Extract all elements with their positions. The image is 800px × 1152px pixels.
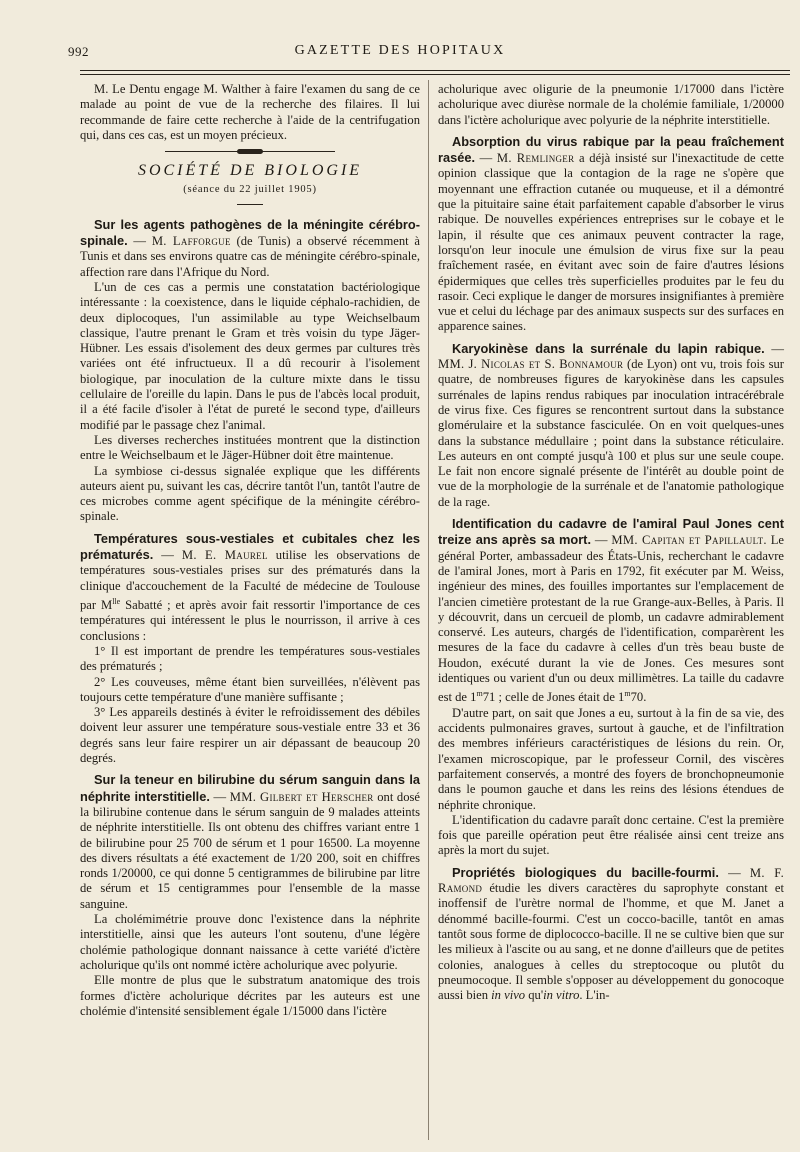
- paragraph: Elle montre de plus que le substratum anatomique des trois formes d'ictère acholurique décrites par les auteurs est une cholémie d'intensité sensiblement égale 1/15000 dans l'ictère: [80, 973, 420, 1018]
- article-author: MM. J. Nicolas et S. Bonnamour: [438, 357, 624, 372]
- article-rage-peau: Absorption du virus rabique par la peau fraîchement rasée. — M. Remlinger a déjà insisté sur l'inexactitude de cette opinion classique que la contagion de la rage ne s'opère que moyennant une effraction cutanée ou muqueuse, et il a démontré que la pituitaire saine était parfaitement capable d'absorber le virus rabique. De nouvelles expériences entreprises sur le cobaye et le lapin, il résulte que ces animaux peuvent contracter la rage, lorsqu'on leur inocule une émulsion de virus fixe sur la peau fraîchement rasée, en évitant avec soin de faire d'autres lésions épidermiques que celles très superficielles produites par le feu du rasoir. Ceci explique le danger de morsures insignifiantes à première vue et celui du léchage par des animaux suspects sur des surfaces en apparence saines.: [438, 133, 785, 334]
- article-author: MM. Capitan et Papillault.: [611, 533, 767, 548]
- left-column: [80, 82, 420, 1019]
- session-date: (séance du 22 juillet 1905): [183, 184, 317, 196]
- right-column: [438, 82, 784, 1003]
- running-title: GAZETTE DES HOPITAUX: [294, 43, 506, 58]
- article-author: M. E. Maurel: [181, 548, 268, 563]
- article-text: étudie les divers caractères du saprophyte constant et inoffensif de l'urètre normal de l'homme, et que M. Janet a dénommé bacille-fourmi. C'est un cocco-bacille, tantôt en amas tantôt sous forme de diplococco-bacille. Il ne se cultive bien que sur les milieux à l'ascite ou au sang, et ne donne d'ailleurs que de petites colonies, analogues à celles du streptocoque ou plutôt du pneumocoque. Il semble s'opposer au développement du gonocoque aussi bien: [438, 881, 785, 1003]
- ornament-divider: [165, 149, 335, 155]
- article-text: 71 ; celle de Jones était de 1: [482, 690, 625, 705]
- article-bilirubine: Sur la teneur en bilirubine du sérum sanguin dans la néphrite interstitielle. — MM. Gilbert et Herscher ont dosé la bilirubine contenue dans le sérum sanguin de 9 malades atteints de néphrite interstitielle. Ils ont obtenu des chiffres variant entre 1 de bilirubine pour 25 700 de sérum et 1 pour 16500. La moyenne des divers résultats a été exactement de 1/20 200, soit en chiffres ronds 1/20000, ce qui donne 5 centigrammes de bilirubine par litre de sérum et 15 centigrammes pour l'ensemble de la masse sanguine.: [80, 772, 421, 911]
- article-text: a déjà insisté sur l'inexactitude de cette opinion classique que la contagion de la rage ne s'opère que moyennant une effraction cutanée ou muqueuse, et il a démontré que la pituitaire saine était parfaitement capable d'absorber le virus rabique. De nouvelles expériences entreprises sur le cobaye et le lapin, il résulte que ces animaux peuvent contracter la rage, lorsqu'on leur inocule une émulsion de virus fixe sur la peau fraîchement rasée, en évitant avec soin de faire d'autres lésions épidermiques que celles très superficielles produites par le feu du rasoir. Ceci explique le danger de morsures insignifiantes à première vue et celui du léchage par des animaux suspects sur des surfaces en apparence saines.: [438, 151, 785, 334]
- paragraph: Les diverses recherches instituées montrent que la distinction entre le Weichselbaum et le Jäger-Hübner doit être maintenue.: [80, 432, 420, 463]
- article-text: qu': [525, 988, 544, 1003]
- paragraph: La cholémimétrie prouve donc l'existence dans la néphrite interstitielle, ainsi que les auteurs l'ont soutenu, d'une légère cholémie pathologique donnant naissance à cette variété d'ictère acholurique qu'ils ont nommé ictère acholurique avec polyurie.: [80, 912, 420, 972]
- article-text: (de Tunis) a observé récemment à Tunis et dans ses environs quatre cas de méningite cérébro-spinale, affection rare dans l'Afrique du Nord.: [80, 234, 420, 279]
- italic-term: in vitro: [543, 988, 580, 1003]
- paragraph: D'autre part, on sait que Jones a eu, surtout à la fin de sa vie, des accidents pulmonaires graves, surtout à gauche, et de l'infiltration des membres inférieurs caractéristiques de lésions du rein. Or, l'examen microscopique, par le professeur Cornil, des viscères parfaitement conservés, a montré des foyers de bronchopneumonie dans le poumon gauche et dans les reins des lésions étendues de néphrite chronique.: [438, 705, 784, 812]
- article-paul-jones: Identification du cadavre de l'amiral Paul Jones cent treize ans après sa mort. — MM. Capitan et Papillault. Le général Porter, ambassadeur des États-Unis, recherchant le cadavre de l'amiral Jones, mort à Paris en 1792, fit exécuter par M. Weiss, ingénieur des mines, des fouilles importantes sur l'emplacement de l'ancien cimetière protestant de la rue Grange-aux-Belles, à Paris. Il y découvrit, dans un cercueil de plomb, un cadavre admirablement conservé. Les auteurs, chargés de l'identification, comparèrent les mesures de la face du cadavre à celles d'un très beau buste de Houdon, exécuté durant la vie de Jones. Ces mesures sont identiques ou varient d'un ou deux millimètres. La taille du cadavre est de 1$^m$71 ; celle de Jones était de 1$^m$70.: [438, 516, 785, 705]
- article-text: (de Lyon) ont vu, trois fois sur quatre, de nombreuses figures de karyokinèse dans les capsules surrénales de lapins rendus rabiques par inoculation intracérébrale de virus fixe. Ces figures se rencontrent surtout dans la substance glomérulaire et la substance fasciculée. On en voit quelques-unes dans la substance médullaire ; point dans la substance réticulaire. Les auteurs en ont compté jusqu'à 100 et plus sur une seule coupe. Le fait non encore signalé présente de l'intérêt au double point de vue de la morphologie de la surrénale et de l'anatomie pathologique de la rage.: [438, 357, 785, 509]
- paragraph: La symbiose ci-dessus signalée explique que les différents auteurs aient pu, suivant les cas, décrire tantôt l'un, tantôt l'autre de ces microbes comme agent spécifique de la méningite cérébro-spinale.: [80, 463, 420, 524]
- article-bacille-fourmi: Propriétés biologiques du bacille-fourmi. — M. F. Ramond étudie les divers caractères du saprophyte constant et inoffensif de l'urètre normal de l'homme, et que M. Janet a dénommé bacille-fourmi. C'est un cocco-bacille, tantôt en amas tantôt sous forme de diplococco-bacille. Il ne se cultive bien que sur les milieux à l'ascite ou au sang, et ne donne d'ailleurs que de petites colonies, analogues à celles du streptocoque ou plutôt du pneumocoque. Il semble s'opposer au développement du gonocoque aussi bien in vivo qu'in vitro. L'in-: [438, 864, 785, 1003]
- article-author: M. Remlinger: [496, 151, 575, 166]
- article-text: . L'in-: [579, 988, 610, 1003]
- paragraph: acholurique avec oligurie de la pneumonie 1/17000 dans l'ictère acholurique avec diurèse normale de la cholémie familiale, 1/20000 dans l'ictère acholurique avec polyurie de la néphrite interstitielle.: [438, 82, 784, 127]
- article-text: 70.: [630, 690, 647, 705]
- article-heading: Absorption du virus rabique par la peau fraîchement rasée.: [438, 133, 784, 166]
- article-heading: Karyokinèse dans la surrénale du lapin rabique.: [452, 340, 765, 356]
- article-heading: Températures sous-vestiales et cubitales chez les prématurés.: [80, 530, 420, 563]
- section-title: SOCIÉTÉ DE BIOLOGIE: [137, 162, 363, 180]
- article-heading: Propriétés biologiques du bacille-fourmi.: [452, 864, 719, 880]
- superscript: lle: [112, 596, 121, 606]
- article-author: M. Lafforgue: [151, 234, 231, 249]
- paragraph: L'un de ces cas a permis une constatation bactériologique intéressante : la coexistence, dans le liquide céphalo-rachidien, de deux diplocoques, l'un assimilable au type Weichselbaum classique, l'autre prenant le Gram et très voisin du type Jäger-Hübner. Les essais d'isolement des deux germes par cultures très variées ont été infructueux. Il a dû recourir à l'isolement biologique, par inoculation de la culture mixte dans le tissu cellulaire de l'oreille du lapin. Dans le pus de l'abcès local produit, il a été facile d'isoler à l'état de pureté le second type, d'ailleurs modifié par le passage chez l'animal.: [80, 279, 420, 432]
- short-rule: [237, 204, 263, 205]
- superscript: m: [624, 689, 631, 699]
- article-temperatures: Températures sous-vestiales et cubitales chez les prématurés. — M. E. Maurel utilise les observations de températures sous-vestiales prises sur des prématurés dans la clinique d'accouchement de la Faculté de médecine de Toulouse par $M^{lle}$ Sabatté ; et après avoir fait ressortir l'importance de ces températures qui intéressent le plus le nourrisson, il arrive à ces conclusions :: [80, 530, 421, 643]
- conclusion-item: 1° Il est important de prendre les températures sous-vestiales des prématurés ;: [80, 643, 420, 674]
- italic-term: in vivo: [491, 988, 526, 1003]
- article-meningite: Sur les agents pathogènes de la méningite cérébro-spinale. — M. Lafforgue (de Tunis) a observé récemment à Tunis et dans ses environs quatre cas de méningite cérébro-spinale, affection rare dans l'Afrique du Nord.: [80, 216, 420, 279]
- article-text: Le général Porter, ambassadeur des États-Unis, recherchant le cadavre de l'amiral Jones, mort à Paris en 1792, fit exécuter par M. Weiss, ingénieur des mines, des fouilles importantes sur l'emplacement de l'ancien cimetière protestant de la rue Grange-aux-Belles, à Paris. Il y découvrit, dans un cercueil de plomb, un cadavre admirablement conservé. Les auteurs, chargés de l'identification, comparèrent les mesures de la face du cadavre à celles d'un très beau buste de Houdon, exécuté durant la vie de Jones. Ces mesures sont identiques ou varient d'un ou deux millimètres. La taille du cadavre est de 1: [438, 533, 785, 705]
- header-rule: [80, 70, 790, 71]
- conclusion-item: 2° Les couveuses, même étant bien surveillées, n'élèvent pas toujours cette température d'une manière suffisante ;: [80, 674, 420, 704]
- column-divider: [428, 80, 429, 1140]
- header-rule: [80, 74, 790, 75]
- article-karyokinese: Karyokinèse dans la surrénale du lapin rabique. — MM. J. Nicolas et S. Bonnamour (de Lyon) ont vu, trois fois sur quatre, de nombreuses figures de karyokinèse dans les capsules surrénales de lapins rendus rabiques par inoculation intracérébrale de virus fixe. Ces figures se rencontrent surtout dans la substance glomérulaire et la substance fasciculée. On en voit quelques-unes dans la substance médullaire ; point dans la substance réticulaire. Les auteurs en ont compté jusqu'à 100 et plus sur une seule coupe. Le fait non encore signalé présente de l'intérêt au double point de vue de la morphologie de la surrénale et de l'anatomie pathologique de la rage.: [438, 340, 785, 509]
- article-heading: Identification du cadavre de l'amiral Paul Jones cent treize ans après sa mort.: [438, 516, 784, 548]
- article-text: utilise les observations de températures sous-vestiales prises sur des prématurés dans la clinique d'accouchement de la Faculté de médecine de Toulouse par M: [80, 548, 421, 613]
- page-number: 992: [68, 44, 89, 59]
- article-text: Sabatté ; et après avoir fait ressortir l'importance de ces températures qui intéressent le plus le nourrisson, il arrive à ces conclusions :: [80, 598, 420, 643]
- article-author: MM. Gilbert et Herscher: [229, 789, 374, 804]
- intro-paragraph: M. Le Dentu engage M. Walther à faire l'examen du sang de ce malade au point de vue de la recherche des filaires. Il lui recommande de faire cette recherche à l'aide de la centrifugation qui, dans ces cas, est un moyen précieux.: [80, 82, 420, 142]
- article-text: ont dosé la bilirubine contenue dans le sérum sanguin de 9 malades atteints de néphrite interstitielle. Ils ont obtenu des chiffres variant entre 1 de bilirubine pour 25 700 de sérum et 1 pour 16500. La moyenne des divers résultats a été exactement de 1/20 200, soit en chiffres ronds 1/20000, ce qui donne 5 centigrammes de bilirubine par litre de sérum et 15 centigrammes pour l'ensemble de la masse sanguine.: [80, 789, 421, 911]
- article-author: M. F. Ramond: [438, 865, 785, 896]
- conclusion-item: 3° Les appareils destinés à éviter le refroidissement des débiles doivent leur assurer une température sous-vestiale entre 33 et 36 degrés sans leur faire respirer un air dépassant de beaucoup 20 degrés.: [80, 705, 420, 766]
- article-heading: Sur la teneur en bilirubine du sérum sanguin dans la néphrite interstitielle.: [80, 772, 420, 804]
- superscript: m: [476, 689, 483, 699]
- paragraph: L'identification du cadavre paraît donc certaine. C'est la première fois que pareille opération peut être réalisée ainsi cent treize ans après la mort du sujet.: [438, 812, 784, 858]
- article-heading: Sur les agents pathogènes de la méningite cérébro-spinale.: [80, 216, 420, 249]
